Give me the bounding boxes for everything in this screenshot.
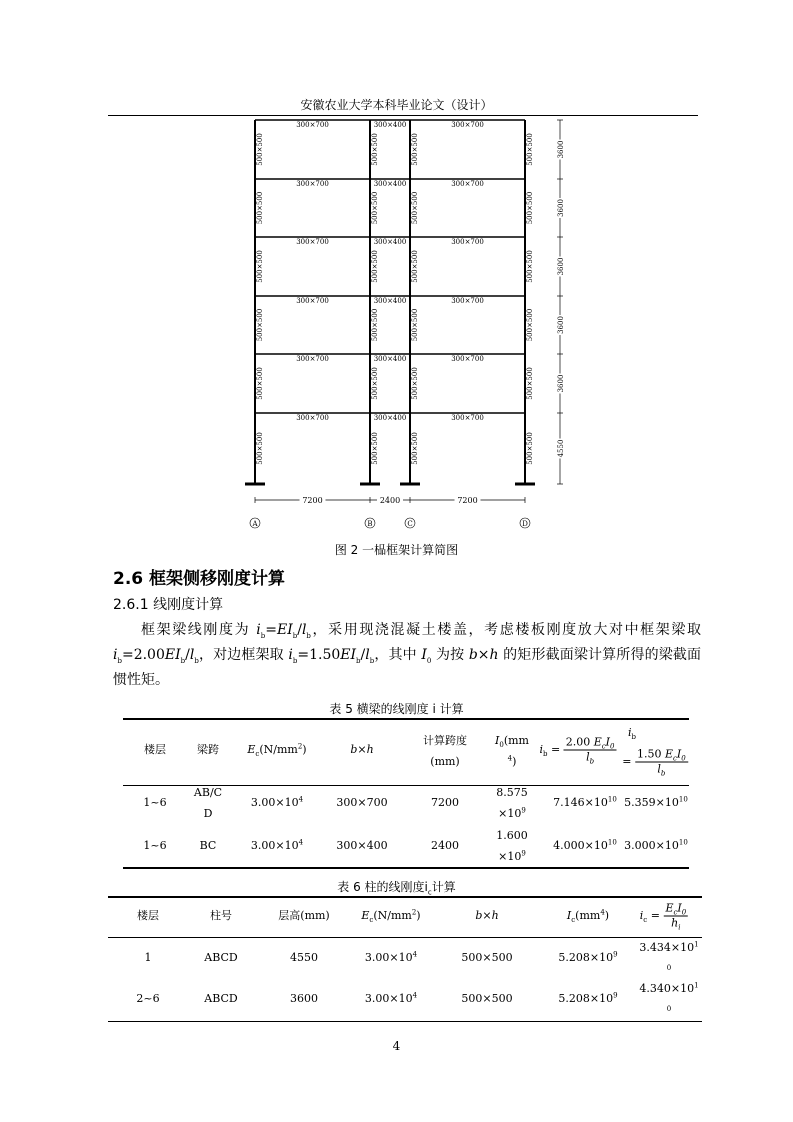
column-size-label: 500×500 xyxy=(371,367,379,400)
axis-label: C xyxy=(407,520,413,528)
beam-size-label: 300×700 xyxy=(296,238,329,246)
column-size-label: 500×500 xyxy=(526,367,534,400)
column-size-label: 500×500 xyxy=(256,191,264,225)
story-height-label: 3600 xyxy=(557,199,565,217)
span-label: 2400 xyxy=(379,496,401,505)
t5-h-ib2: = $\frac{1.50 E_cI_0}{l_b}$ xyxy=(622,747,686,778)
beam-size-label: 300×700 xyxy=(451,121,484,129)
t6-r1-f1: $3.434\times 10^1$ xyxy=(639,940,699,954)
table5-caption: 表 5 横梁的线刚度 i 计算 xyxy=(329,702,464,716)
t5-r2-span1: BC xyxy=(199,839,217,852)
column-size-label: 500×500 xyxy=(526,133,534,166)
axis-label: B xyxy=(367,520,373,528)
t5-r2-ib: $4.000\times 10^{10}$ xyxy=(553,838,617,852)
beam-size-label: 300×700 xyxy=(296,297,329,305)
t6-h-floor: 楼层 xyxy=(137,909,159,922)
column-size-label: 500×500 xyxy=(256,432,264,465)
story-height-label: 3600 xyxy=(557,140,565,159)
t6-r1-height: 4550 xyxy=(290,951,318,964)
t5-r2-bh: 300×400 xyxy=(336,839,388,852)
section-title: 2.6 框架侧移刚度计算 xyxy=(113,569,286,589)
beam-size-label: 300×400 xyxy=(373,297,407,305)
column-size-label: 500×500 xyxy=(526,250,534,283)
t5-r1-span1: AB/C xyxy=(193,786,223,799)
t6-h-ec: $E_c(N/mm^2)$ xyxy=(361,908,421,925)
t5-r1-floor: 1~6 xyxy=(143,796,167,809)
span-label: 7200 xyxy=(457,496,478,505)
story-height-label: 4550 xyxy=(557,439,565,458)
column-size-label: 500×500 xyxy=(256,133,264,166)
column-size-label: 500×500 xyxy=(256,250,264,283)
table6-top-rule xyxy=(108,896,702,898)
column-size-label: 500×500 xyxy=(411,250,419,283)
t5-r1-span2: D xyxy=(203,807,213,820)
t5-h-floor: 楼层 xyxy=(144,743,166,756)
figure-caption: 图 2 一榀框架计算简图 xyxy=(334,543,459,557)
t5-r1-i0a: 8.575 xyxy=(496,786,528,799)
column-size-label: 500×500 xyxy=(411,367,419,400)
t5-r2-len: 2400 xyxy=(431,839,459,852)
t6-r2-ic: $5.208\times 10^9$ xyxy=(558,991,618,1005)
t6-h-height: 层高(mm) xyxy=(278,909,330,922)
beam-size-label: 300×700 xyxy=(296,355,329,363)
beam-size-label: 300×700 xyxy=(296,121,329,129)
span-label: 7200 xyxy=(302,496,323,505)
t6-r1-f2: 0 xyxy=(666,964,672,972)
page-number: 4 xyxy=(392,1039,401,1053)
t5-h-ib: $i_b$ = $\frac{2.00 E_cI_0}{l_b}$ xyxy=(539,735,615,766)
t6-h-ic: $I_c(mm^4)$ xyxy=(566,908,610,925)
t5-r1-i0b: $\times 10^9$ xyxy=(498,806,526,820)
t6-h-col: 柱号 xyxy=(210,909,232,922)
t6-r2-col: ABCD xyxy=(204,992,238,1005)
column-size-label: 500×500 xyxy=(526,191,534,225)
t6-h-formula: $i_c$ = $\frac{E_cI_0}{h_i}$ xyxy=(639,901,687,932)
column-size-label: 500×500 xyxy=(371,250,379,283)
beam-size-label: 300×700 xyxy=(451,414,484,422)
table6-caption: 表 6 柱的线刚度$i_c$计算 xyxy=(337,880,456,897)
column-size-label: 500×500 xyxy=(371,432,379,465)
frame-diagram xyxy=(230,116,570,536)
table6-bottom-rule xyxy=(108,1021,702,1022)
story-height-label: 3600 xyxy=(557,374,565,393)
t6-h-bh: b×h xyxy=(475,909,499,922)
t6-r2-f1: $4.340\times 10^1$ xyxy=(639,981,699,995)
t5-r2-ib2: $3.000\times 10^{10}$ xyxy=(624,838,688,852)
t6-r2-floor: 2~6 xyxy=(136,992,160,1005)
table6-header-rule xyxy=(108,937,702,938)
t5-r1-ec: $3.00\times 10^4$ xyxy=(250,795,304,809)
t6-r2-ec: $3.00\times 10^4$ xyxy=(364,991,418,1005)
story-height-label: 3600 xyxy=(557,257,565,276)
body-paragraph: 框架梁线刚度为 $i_b=EI_b/l_b$，采用现浇混凝土楼盖，考虑楼板刚度放大对中框架梁取 $i_b=2.00EI_b/l_b$，对边框架取 $i_b=1.50EI_b/l_b$，其中 $I_0$ 为按 b×h 的矩形截面梁计算所得的梁截面惯性矩。 xyxy=(113,622,702,688)
t5-h-len1: 计算跨度 xyxy=(423,734,467,747)
column-size-label: 500×500 xyxy=(371,308,379,342)
column-size-label: 500×500 xyxy=(411,191,419,225)
t6-r2-f2: 0 xyxy=(666,1005,672,1013)
t5-h-ib2-top: $i_b$ xyxy=(627,726,637,742)
t6-r1-floor: 1 xyxy=(144,951,152,964)
t5-r2-floor: 1~6 xyxy=(143,839,167,852)
t5-r1-bh: 300×700 xyxy=(336,796,388,809)
t5-r1-ib: $7.146\times 10^{10}$ xyxy=(553,795,617,809)
running-header: 安徽农业大学本科毕业论文（设计） xyxy=(300,98,493,112)
t5-r1-len: 7200 xyxy=(431,796,459,809)
t6-r1-ic: $5.208\times 10^9$ xyxy=(558,950,618,964)
beam-size-label: 300×700 xyxy=(296,180,329,188)
t5-r2-i0a: 1.600 xyxy=(496,829,528,842)
story-height-label: 3600 xyxy=(557,316,565,334)
t6-r1-col: ABCD xyxy=(204,951,238,964)
beam-size-label: 300×700 xyxy=(296,414,329,422)
column-size-label: 500×500 xyxy=(256,367,264,400)
t6-r1-ec: $3.00\times 10^4$ xyxy=(364,950,418,964)
column-size-label: 500×500 xyxy=(526,432,534,465)
beam-size-label: 300×700 xyxy=(451,238,484,246)
beam-size-label: 300×400 xyxy=(373,121,407,129)
t5-h-i0b: $^4$) xyxy=(507,754,517,768)
t5-r1-ib2: $5.359\times 10^{10}$ xyxy=(624,795,688,809)
column-size-label: 500×500 xyxy=(411,432,419,465)
table5-bottom-rule xyxy=(123,867,689,869)
column-size-label: 500×500 xyxy=(371,191,379,225)
t6-r2-bh: 500×500 xyxy=(461,992,513,1005)
column-size-label: 500×500 xyxy=(526,308,534,342)
subsection-title: 2.6.1 线刚度计算 xyxy=(113,597,224,613)
beam-size-label: 300×700 xyxy=(451,297,484,305)
beam-size-label: 300×400 xyxy=(373,355,407,363)
column-size-label: 500×500 xyxy=(256,308,264,342)
t5-r2-i0b: $\times 10^9$ xyxy=(498,849,526,863)
axis-label: A xyxy=(252,520,258,528)
column-size-label: 500×500 xyxy=(371,133,379,166)
t5-h-ec: $E_c(N/mm^2)$ xyxy=(247,742,307,759)
t5-h-span: 梁跨 xyxy=(197,743,219,756)
t5-h-bh: b×h xyxy=(350,743,374,756)
beam-size-label: 300×400 xyxy=(373,238,407,246)
column-size-label: 500×500 xyxy=(411,308,419,342)
beam-size-label: 300×700 xyxy=(451,180,484,188)
t5-h-i0a: $I_0(mm$ xyxy=(495,734,529,750)
beam-size-label: 300×400 xyxy=(373,180,407,188)
beam-size-label: 300×700 xyxy=(451,355,484,363)
column-size-label: 500×500 xyxy=(411,133,419,166)
t5-r2-ec: $3.00\times 10^4$ xyxy=(250,838,304,852)
table5-top-rule xyxy=(123,718,689,720)
beam-size-label: 300×400 xyxy=(373,414,407,422)
t6-r1-bh: 500×500 xyxy=(461,951,513,964)
t5-h-len2: (mm) xyxy=(430,755,460,768)
t6-r2-height: 3600 xyxy=(290,992,318,1005)
axis-label: D xyxy=(522,520,528,528)
